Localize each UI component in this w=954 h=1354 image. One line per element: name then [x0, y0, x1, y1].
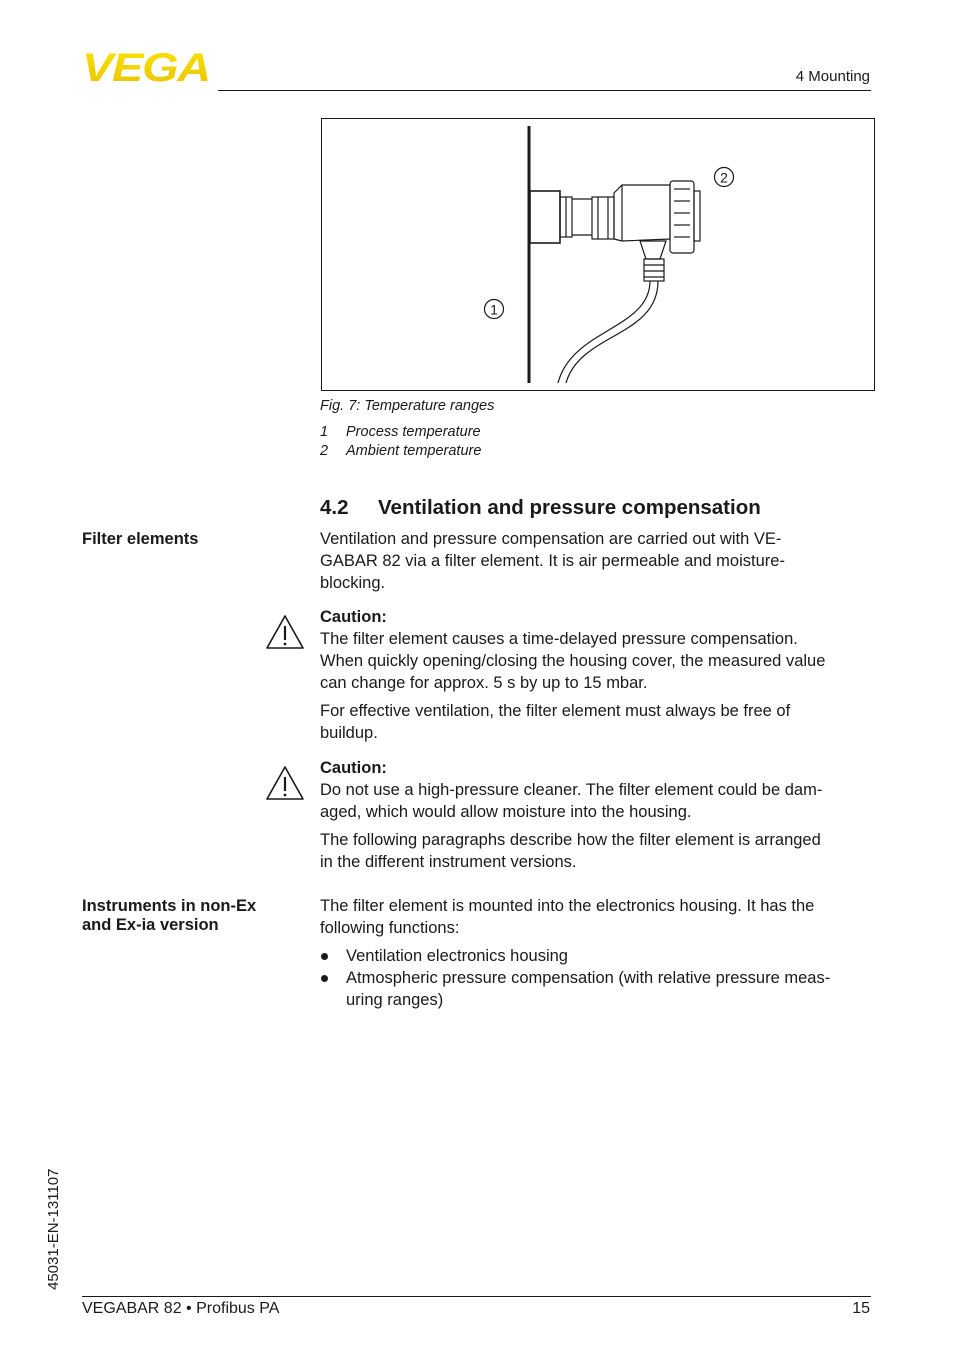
text-line: GABAR 82 via a filter element. It is air permeable and moisture- — [320, 552, 785, 570]
warning-icon — [265, 765, 305, 801]
instruments-paragraph — [320, 895, 875, 1011]
text-line: and Ex-ia version — [82, 916, 219, 934]
text-line: Do not use a high-pressure cleaner. The filter element could be dam- — [320, 781, 823, 799]
section-number: 4.2 — [320, 496, 349, 519]
text-line: The following paragraphs describe how the filter element is arranged — [320, 831, 821, 849]
arrangement-paragraph — [320, 829, 875, 873]
text-line: in the different instrument versions. — [320, 853, 577, 871]
text-line: buildup. — [320, 724, 378, 742]
header-section-title: 4 Mounting — [795, 68, 870, 85]
text-line: can change for approx. 5 s by up to 15 mbar. — [320, 674, 648, 692]
text-line: following functions: — [320, 919, 460, 937]
legend-text: Process temperature — [346, 424, 481, 440]
callout-1: 1 — [490, 301, 498, 318]
ventilation-paragraph — [320, 700, 875, 744]
text-line: The filter element causes a time-delayed pressure compensation. — [320, 630, 798, 648]
caution-title: Caution: — [320, 608, 387, 626]
text-line: Atmospheric pressure compensation (with relative pressure meas- — [346, 969, 831, 987]
legend-number: 2 — [320, 443, 329, 459]
page-number: 15 — [852, 1300, 870, 1317]
logo-text: VEGA — [82, 50, 210, 84]
warning-icon — [265, 614, 305, 650]
legend-number: 1 — [320, 424, 329, 440]
legend-item — [320, 424, 481, 440]
caution-block-2 — [320, 757, 875, 823]
text-line: blocking. — [320, 574, 386, 592]
vega-logo — [82, 50, 212, 84]
caution-title: Caution: — [320, 759, 387, 777]
temperature-figure — [321, 118, 875, 391]
side-label-filter-elements: Filter elements — [82, 530, 199, 548]
text-line: Ventilation electronics housing — [346, 947, 568, 965]
legend-text: Ambient temperature — [346, 443, 482, 459]
text-line: For effective ventilation, the filter element must always be free of — [320, 702, 791, 720]
list-item — [320, 967, 875, 1011]
section-title: Ventilation and pressure compensation — [378, 496, 761, 519]
header-rule — [218, 90, 871, 91]
footer-product: VEGABAR 82 • Profibus PA — [82, 1300, 280, 1317]
text-line: Instruments in non-Ex — [82, 897, 257, 915]
text-line: uring ranges) — [346, 991, 444, 1009]
section-heading — [320, 496, 761, 520]
figure-caption: Fig. 7: Temperature ranges — [320, 398, 495, 414]
side-label-instruments — [82, 897, 292, 935]
list-item — [320, 945, 875, 967]
callout-2: 2 — [720, 169, 728, 186]
text-line: aged, which would allow moisture into the housing. — [320, 803, 692, 821]
text-line: Ventilation and pressure compensation are carried out with VE- — [320, 530, 782, 548]
footer-rule — [82, 1296, 871, 1297]
caution-block-1 — [320, 606, 875, 694]
document-number: 45031-EN-131107 — [45, 1168, 62, 1290]
text-line: The filter element is mounted into the electronics housing. It has the — [320, 897, 815, 915]
text-line: When quickly opening/closing the housing cover, the measured value — [320, 652, 826, 670]
function-list — [320, 945, 875, 1011]
filter-intro-paragraph — [320, 528, 875, 594]
legend-item — [320, 443, 481, 459]
sensor-drawing — [322, 119, 874, 390]
